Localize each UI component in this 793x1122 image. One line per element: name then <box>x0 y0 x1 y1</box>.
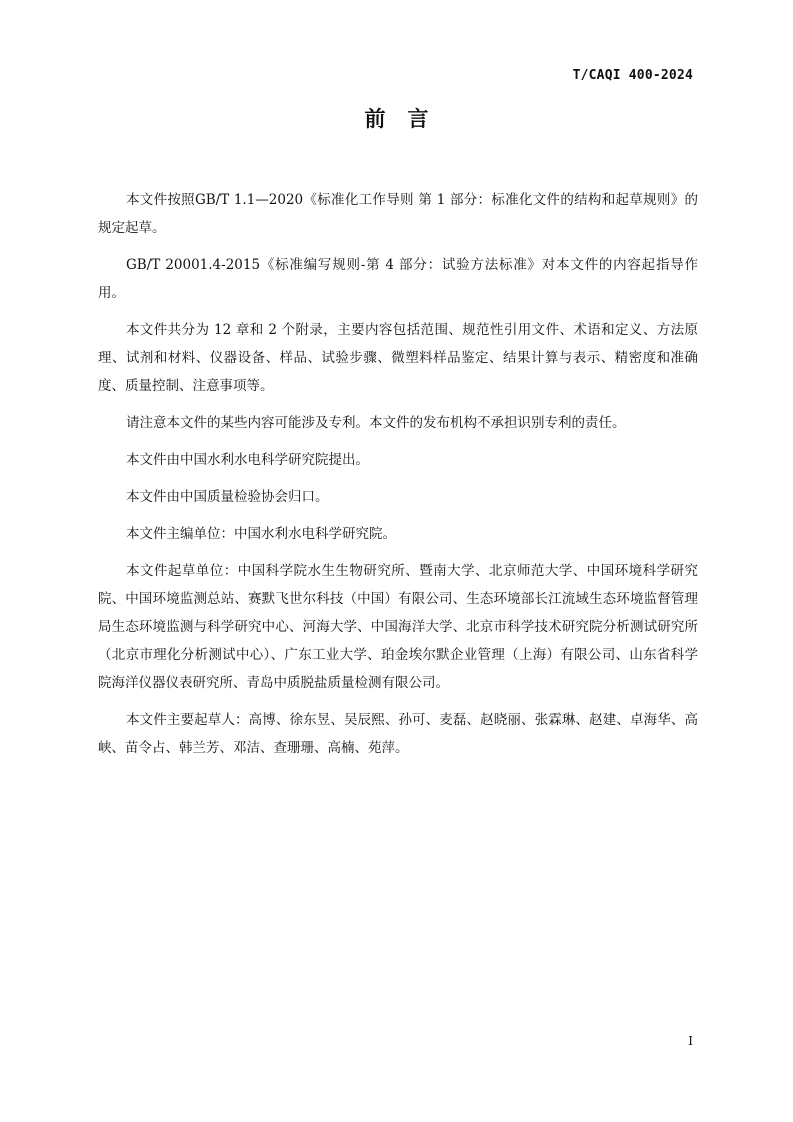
document-body <box>98 186 698 771</box>
paragraph-chief-editor: 本文件主编单位：中国水利水电科学研究院。 <box>126 526 396 542</box>
paragraph-structure: 本文件共分为 12 章和 2 个附录，主要内容包括范围、规范性引用文件、术语和定义、方法原理、试剂和材料、仪器设备、样品、试验步骤、微塑料样品鉴定、结果计算与表示、精密度和准确度、质量控制、注意事项等。 <box>98 322 698 394</box>
page-title: 前言 <box>364 107 451 131</box>
document-id: T/CAQI 400-2024 <box>572 68 693 83</box>
paragraph-drafting-rules: 本文件按照GB/T 1.1—2020《标准化工作导则 第 1 部分：标准化文件的结构和起草规则》的规定起草。 <box>98 192 698 236</box>
paragraph-administered-by: 本文件由中国质量检验协会归口。 <box>126 489 329 505</box>
paragraph-patent-notice: 请注意本文件的某些内容可能涉及专利。本文件的发布机构不承担识别专利的责任。 <box>126 415 626 431</box>
paragraph-guidance-standard: GB/T 20001.4-2015《标准编写规则-第 4 部分：试验方法标准》对本文件的内容起指导作用。 <box>98 257 698 301</box>
page-number: I <box>688 1034 693 1048</box>
paragraph-drafting-units: 本文件起草单位：中国科学院水生生物研究所、暨南大学、北京师范大学、中国环境科学研究院、中国环境监测总站、赛默飞世尔科技（中国）有限公司、生态环境部长江流域生态环境监督管理局生态环境监测与科学研究中心、河海大学、中国海洋大学、北京市科学技术研究院分析测试研究所（北京市理化分析测试中心）、广东工业大学、珀金埃尔默企业管理（上海）有限公司、山东省科学院海洋仪器仪表研究所、青岛中质脱盐质量检测有限公司。 <box>98 563 698 691</box>
paragraph-proposed-by: 本文件由中国水利水电科学研究院提出。 <box>126 452 369 468</box>
paragraph-drafters: 本文件主要起草人：高博、徐东昱、吴辰熙、孙可、麦磊、赵晓丽、张霖琳、赵建、卓海华、高峡、苗令占、韩兰芳、邓洁、查珊珊、高楠、苑萍。 <box>98 712 698 756</box>
